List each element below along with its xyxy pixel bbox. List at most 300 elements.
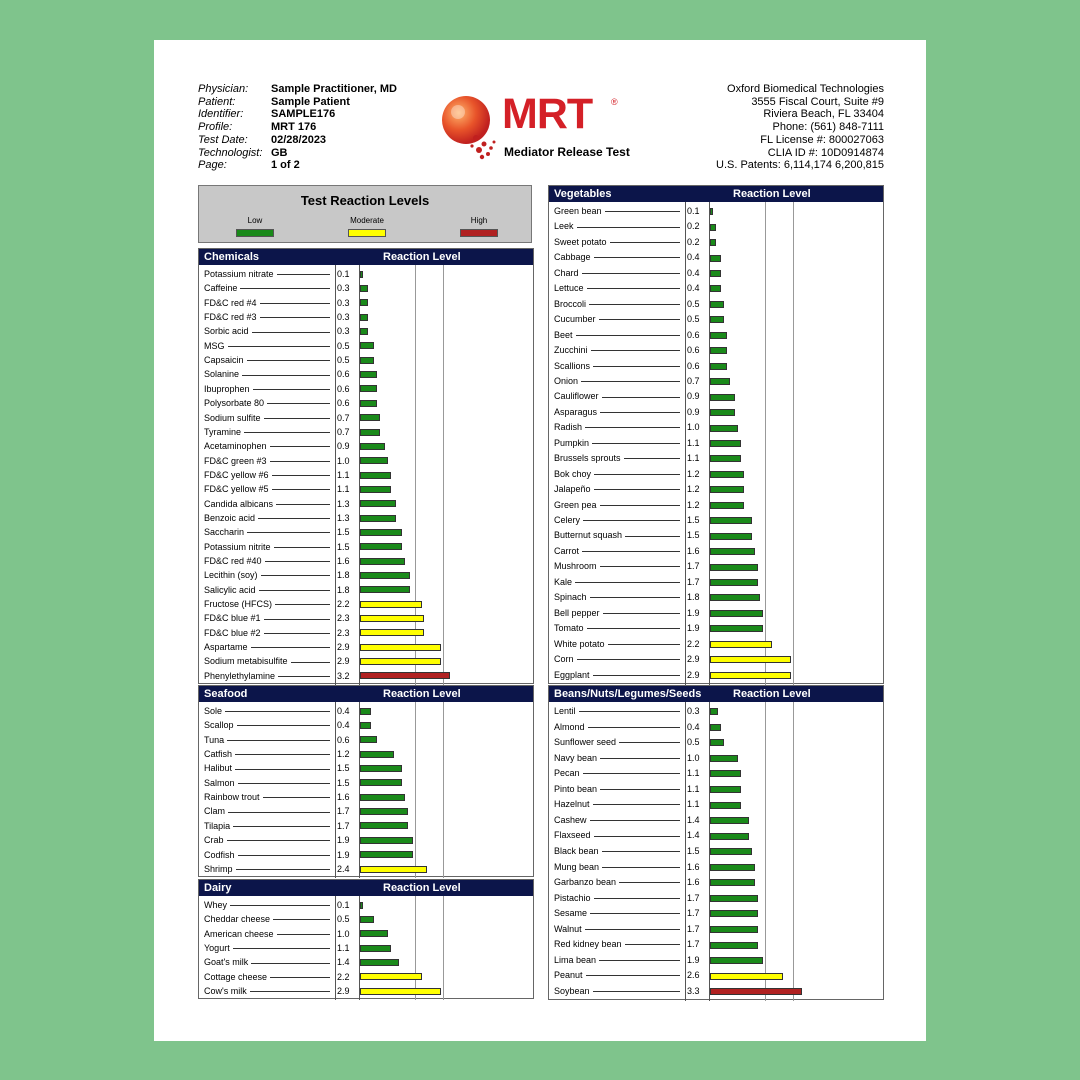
food-name-text: Sole	[204, 706, 223, 716]
leader-line	[624, 458, 680, 459]
leader-line	[575, 582, 680, 583]
reaction-row	[199, 718, 533, 732]
reaction-row	[199, 970, 533, 984]
food-name	[204, 568, 332, 582]
reaction-value: 0.5	[687, 737, 700, 748]
food-name	[204, 367, 332, 381]
leader-line	[625, 944, 680, 945]
food-name	[554, 312, 682, 327]
reaction-row	[549, 204, 883, 219]
food-name-text: Rainbow trout	[204, 792, 260, 803]
food-name	[554, 219, 682, 234]
food-name	[554, 374, 682, 389]
reaction-value: 0.5	[337, 355, 350, 366]
leader-line	[619, 882, 680, 883]
food-name	[554, 204, 682, 219]
leader-line	[238, 783, 330, 784]
field-label: Profile:	[198, 121, 233, 134]
reaction-level-header: Reaction Level	[383, 882, 461, 894]
reaction-value: 2.2	[337, 599, 350, 610]
reaction-row	[199, 425, 533, 439]
food-name-text: Potassium nitrite	[204, 541, 271, 552]
reaction-value: 1.8	[337, 584, 350, 595]
reaction-value: 0.7	[687, 375, 700, 386]
reaction-bar-low	[360, 414, 380, 421]
reaction-row	[549, 766, 883, 782]
leader-line	[273, 919, 330, 920]
patient-field-row	[198, 108, 397, 121]
patient-field-row	[198, 121, 397, 134]
food-name-text: Broccoli	[554, 298, 587, 309]
reaction-value: 0.4	[337, 720, 350, 731]
reaction-value: 0.6	[337, 398, 350, 409]
leader-line	[272, 489, 330, 490]
leader-line	[599, 319, 680, 320]
leader-line	[591, 350, 680, 351]
food-name	[554, 575, 682, 590]
food-name-text: Salicylic acid	[204, 584, 256, 595]
food-name-text: Lecithin (soy)	[204, 570, 258, 581]
food-name-text: Garbanzo bean	[554, 877, 617, 888]
reaction-row	[199, 848, 533, 862]
reaction-value: 1.1	[337, 943, 350, 954]
panel-chemicals	[198, 248, 534, 684]
food-name	[204, 396, 332, 410]
food-name	[554, 937, 682, 953]
leader-line	[576, 335, 680, 336]
reaction-bar-low	[360, 342, 374, 349]
reaction-bar-low	[710, 394, 735, 401]
reaction-value: 0.6	[337, 734, 350, 745]
reaction-row	[549, 720, 883, 736]
food-name-text: Clam	[204, 806, 226, 817]
food-name	[204, 747, 332, 761]
reaction-value: 1.9	[687, 607, 700, 618]
reaction-row	[199, 367, 533, 381]
field-label: Physician:	[198, 83, 249, 95]
reaction-bar-low	[710, 848, 752, 855]
food-name-text: Cottage cheese	[204, 971, 268, 982]
food-name-text: Carrot	[554, 545, 580, 556]
reaction-row	[199, 540, 533, 554]
reaction-value: 1.4	[687, 814, 700, 825]
food-name	[554, 637, 682, 652]
reaction-bar-low	[710, 942, 758, 949]
food-name-text: Green bean	[554, 206, 602, 216]
food-name	[554, 704, 682, 720]
reaction-bar-low	[710, 425, 738, 432]
reaction-row	[199, 941, 533, 955]
reaction-row	[549, 813, 883, 829]
reaction-value: 1.2	[687, 484, 700, 495]
legend-item-moderate	[327, 216, 407, 237]
leader-line	[602, 851, 680, 852]
food-name-text: Pinto bean	[554, 783, 598, 794]
food-name	[554, 451, 682, 466]
food-name-text: Tilapia	[204, 820, 231, 831]
reaction-row	[549, 235, 883, 250]
leader-line	[247, 532, 330, 533]
food-name	[204, 790, 332, 804]
leader-line	[593, 675, 680, 676]
food-name-text: Cow's milk	[204, 986, 247, 997]
reaction-bar-low	[360, 472, 391, 479]
leader-line	[594, 489, 680, 490]
food-name	[204, 411, 332, 425]
food-name-text: FD&C red #40	[204, 556, 262, 566]
reaction-bar-low	[710, 548, 755, 555]
reaction-row	[549, 782, 883, 798]
reaction-row	[199, 468, 533, 482]
leader-line	[592, 443, 680, 444]
reaction-row	[199, 955, 533, 969]
leader-line	[600, 758, 680, 759]
food-name	[554, 652, 682, 667]
reaction-value: 1.5	[337, 763, 350, 774]
reaction-row	[549, 875, 883, 891]
reaction-row	[549, 937, 883, 953]
food-name-text: Flaxseed	[554, 830, 591, 841]
food-name-text: Cucumber	[554, 314, 596, 325]
food-name-text: Phenylethylamine	[204, 670, 276, 681]
food-name	[554, 875, 682, 891]
reaction-row	[199, 454, 533, 468]
leader-line	[291, 662, 330, 663]
food-name-text: MSG	[204, 340, 225, 351]
leader-line	[270, 446, 330, 447]
food-name-text: FD&C blue #1	[204, 613, 261, 624]
reaction-bar-moderate	[360, 615, 424, 622]
food-name	[554, 891, 682, 907]
reaction-bar-low	[360, 722, 371, 729]
reaction-bar-low	[710, 486, 744, 493]
reaction-value: 1.6	[687, 545, 700, 556]
food-name	[204, 353, 332, 367]
reaction-row	[549, 328, 883, 343]
food-name-text: Sunflower seed	[554, 737, 617, 748]
reaction-bar-low	[710, 455, 741, 462]
reaction-value: 0.9	[687, 391, 700, 402]
leader-line	[251, 647, 330, 648]
reaction-value: 1.6	[337, 792, 350, 803]
reaction-bar-low	[710, 301, 724, 308]
reaction-value: 0.2	[687, 221, 700, 232]
food-name-text: Whey	[204, 900, 228, 910]
reaction-value: 1.7	[337, 820, 350, 831]
leader-line	[583, 773, 680, 774]
food-name	[554, 984, 682, 1000]
leader-line	[593, 991, 680, 992]
panel-dairy	[198, 879, 534, 999]
food-name-text: Codfish	[204, 849, 235, 860]
field-label: Identifier:	[198, 108, 244, 121]
logo-brand-text: MRT	[502, 90, 593, 138]
reaction-value: 1.9	[687, 954, 700, 965]
reaction-value: 1.7	[687, 892, 700, 903]
reaction-row	[549, 405, 883, 420]
leader-line	[272, 475, 330, 476]
reaction-value: 1.1	[687, 453, 700, 464]
food-name	[554, 482, 682, 497]
food-name-text: Potassium nitrate	[204, 269, 274, 279]
reaction-row	[199, 790, 533, 804]
reaction-bar-low	[710, 363, 727, 370]
panel-body	[549, 702, 883, 1001]
field-value: 02/28/2023	[271, 133, 327, 146]
reaction-value: 1.2	[337, 749, 350, 760]
food-name	[204, 804, 332, 818]
field-value: SAMPLE176	[271, 108, 336, 121]
reaction-value: 0.1	[337, 269, 350, 279]
food-name-text: Tuna	[204, 734, 225, 745]
food-name	[554, 281, 682, 296]
food-name-text: FD&C blue #2	[204, 627, 261, 638]
reaction-bar-low	[360, 916, 374, 923]
reaction-value: 1.3	[337, 498, 350, 509]
reaction-value: 0.3	[337, 326, 350, 337]
reaction-value: 0.9	[337, 441, 350, 452]
food-name-text: Peanut	[554, 970, 583, 981]
reaction-bar-low	[360, 299, 368, 306]
reaction-bar-low	[360, 572, 410, 579]
leader-line	[579, 711, 680, 712]
reaction-value: 1.5	[337, 541, 350, 552]
food-name	[554, 668, 682, 683]
panel-header	[549, 186, 883, 202]
leader-line	[258, 518, 330, 519]
leader-line	[237, 725, 330, 726]
food-name-text: Candida albicans	[204, 498, 274, 509]
reaction-row	[199, 353, 533, 367]
legend-title: Test Reaction Levels	[300, 193, 430, 208]
reaction-bar-low	[360, 765, 402, 772]
leader-line	[600, 789, 680, 790]
field-label: Page:	[198, 159, 227, 172]
food-name-text: Lentil	[554, 706, 576, 716]
leader-line	[587, 628, 680, 629]
food-name-text: Bell pepper	[554, 607, 600, 618]
reaction-bar-low	[710, 610, 763, 617]
reaction-bar-low	[360, 371, 377, 378]
food-name-text: Zucchini	[554, 345, 588, 356]
patient-field-row	[198, 83, 397, 96]
leader-line	[278, 676, 330, 677]
leader-line	[263, 797, 330, 798]
food-name-text: Green pea	[554, 499, 597, 510]
panel-title: Seafood	[204, 688, 248, 700]
leader-line	[264, 633, 330, 634]
legend-label: Low	[247, 216, 263, 225]
reaction-value: 0.4	[687, 267, 700, 278]
reaction-value: 2.9	[337, 656, 350, 667]
reaction-row	[199, 747, 533, 761]
reaction-row	[199, 626, 533, 640]
reaction-bar-high	[710, 988, 802, 995]
reaction-value: 1.4	[687, 830, 700, 841]
food-name	[554, 735, 682, 751]
reaction-row	[199, 411, 533, 425]
reaction-row	[199, 511, 533, 525]
reaction-row	[199, 339, 533, 353]
reaction-bar-low	[710, 347, 727, 354]
reaction-value: 0.5	[687, 314, 700, 325]
reaction-row	[549, 891, 883, 907]
reaction-row	[199, 776, 533, 790]
food-name-text: Spinach	[554, 592, 587, 603]
food-name	[554, 436, 682, 451]
food-name-text: Almond	[554, 721, 585, 732]
reaction-row	[549, 606, 883, 621]
field-label: Test Date:	[198, 133, 248, 146]
leader-line	[610, 242, 680, 243]
food-name	[554, 235, 682, 250]
reaction-value: 1.8	[687, 592, 700, 603]
food-name-text: Celery	[554, 515, 581, 525]
reaction-bar-low	[360, 736, 377, 743]
leader-line	[274, 547, 330, 548]
food-name-text: Sodium metabisulfite	[204, 656, 288, 667]
food-name-text: Asparagus	[554, 406, 598, 417]
lab-info-line: U.S. Patents: 6,114,174 6,200,815	[716, 159, 884, 172]
food-name	[204, 704, 332, 718]
food-name-text: Cauliflower	[554, 391, 599, 402]
leader-line	[235, 769, 330, 770]
reaction-bar-low	[710, 533, 752, 540]
reaction-row	[549, 906, 883, 922]
reaction-value: 2.3	[337, 613, 350, 624]
reaction-row	[199, 927, 533, 941]
food-name-text: Corn	[554, 654, 574, 665]
reaction-row	[199, 525, 533, 539]
reaction-bar-low	[710, 285, 721, 292]
food-name-text: Navy bean	[554, 752, 598, 763]
food-name	[554, 782, 682, 798]
food-name-text: FD&C yellow #5	[204, 484, 269, 495]
mrt-logo	[436, 90, 646, 164]
panel-seafood	[198, 685, 534, 877]
leader-line	[225, 711, 330, 712]
reaction-value: 1.6	[337, 556, 350, 566]
food-name	[204, 511, 332, 525]
reaction-value: 0.5	[337, 340, 350, 351]
food-name	[204, 482, 332, 496]
reaction-bar-low	[710, 255, 721, 262]
leader-line	[277, 934, 330, 935]
food-name	[204, 583, 332, 597]
reaction-bar-low	[710, 239, 716, 246]
reaction-row	[199, 396, 533, 410]
reaction-row	[549, 590, 883, 605]
reaction-bar-low	[710, 440, 741, 447]
reaction-value: 0.1	[687, 206, 700, 216]
reaction-bar-low	[360, 779, 402, 786]
reaction-value: 1.6	[687, 861, 700, 872]
reaction-bar-moderate	[360, 988, 441, 995]
leader-line	[250, 991, 330, 992]
reaction-row	[199, 761, 533, 775]
food-name-text: Sorbic acid	[204, 326, 249, 337]
food-name-text: Chard	[554, 267, 579, 278]
food-name	[554, 751, 682, 767]
reaction-row	[549, 637, 883, 652]
reaction-row	[549, 297, 883, 312]
food-name-text: Tomato	[554, 623, 584, 634]
leader-line	[264, 619, 330, 620]
field-value: Sample Patient	[271, 95, 350, 108]
reaction-value: 1.2	[687, 499, 700, 510]
food-name-text: Cashew	[554, 814, 587, 825]
reaction-value: 2.2	[337, 971, 350, 982]
reaction-row	[549, 219, 883, 234]
food-name-text: Mushroom	[554, 561, 597, 572]
food-name-text: Aspartame	[204, 642, 248, 653]
reaction-bar-low	[360, 328, 368, 335]
leader-line	[240, 288, 330, 289]
food-name	[204, 776, 332, 790]
reaction-bar-low	[710, 471, 744, 478]
food-name	[554, 590, 682, 605]
food-name	[204, 984, 332, 998]
food-name-text: Cheddar cheese	[204, 914, 271, 925]
food-name-text: Kale	[554, 576, 573, 587]
reaction-row	[199, 568, 533, 582]
food-name-text: Goat's milk	[204, 957, 249, 968]
food-name	[204, 525, 332, 539]
reaction-row	[549, 498, 883, 513]
food-name	[204, 626, 332, 640]
reaction-row	[199, 984, 533, 998]
food-name-text: Bok choy	[554, 468, 592, 479]
reaction-bar-low	[710, 594, 760, 601]
leader-line	[600, 505, 680, 506]
food-name	[554, 389, 682, 404]
food-name-text: Solanine	[204, 369, 240, 380]
reaction-row	[549, 467, 883, 482]
reaction-bar-low	[360, 285, 368, 292]
leader-line	[251, 963, 330, 964]
patient-field-row	[198, 159, 397, 172]
leader-line	[261, 575, 330, 576]
reaction-bar-low	[710, 910, 758, 917]
reaction-bar-low	[710, 224, 716, 231]
food-name	[204, 454, 332, 468]
reaction-row	[549, 575, 883, 590]
food-name	[204, 540, 332, 554]
food-name	[554, 606, 682, 621]
reaction-bar-low	[710, 564, 758, 571]
leader-line	[260, 317, 330, 318]
leader-line	[605, 211, 680, 212]
reaction-row	[199, 640, 533, 654]
reaction-value: 2.9	[337, 986, 350, 997]
leader-line	[589, 304, 680, 305]
reaction-row	[549, 621, 883, 636]
leader-line	[235, 754, 330, 755]
reaction-value: 1.5	[337, 777, 350, 788]
reaction-row	[549, 451, 883, 466]
leader-line	[586, 975, 680, 976]
food-name	[554, 860, 682, 876]
reaction-value: 0.5	[337, 914, 350, 925]
reaction-value: 2.6	[687, 970, 700, 981]
reaction-value: 0.3	[337, 297, 350, 308]
leader-line	[594, 898, 680, 899]
reaction-value: 0.3	[337, 283, 350, 294]
reaction-row	[549, 751, 883, 767]
reaction-row	[549, 968, 883, 984]
food-name-text: Halibut	[204, 763, 233, 774]
reaction-bar-low	[360, 385, 377, 392]
